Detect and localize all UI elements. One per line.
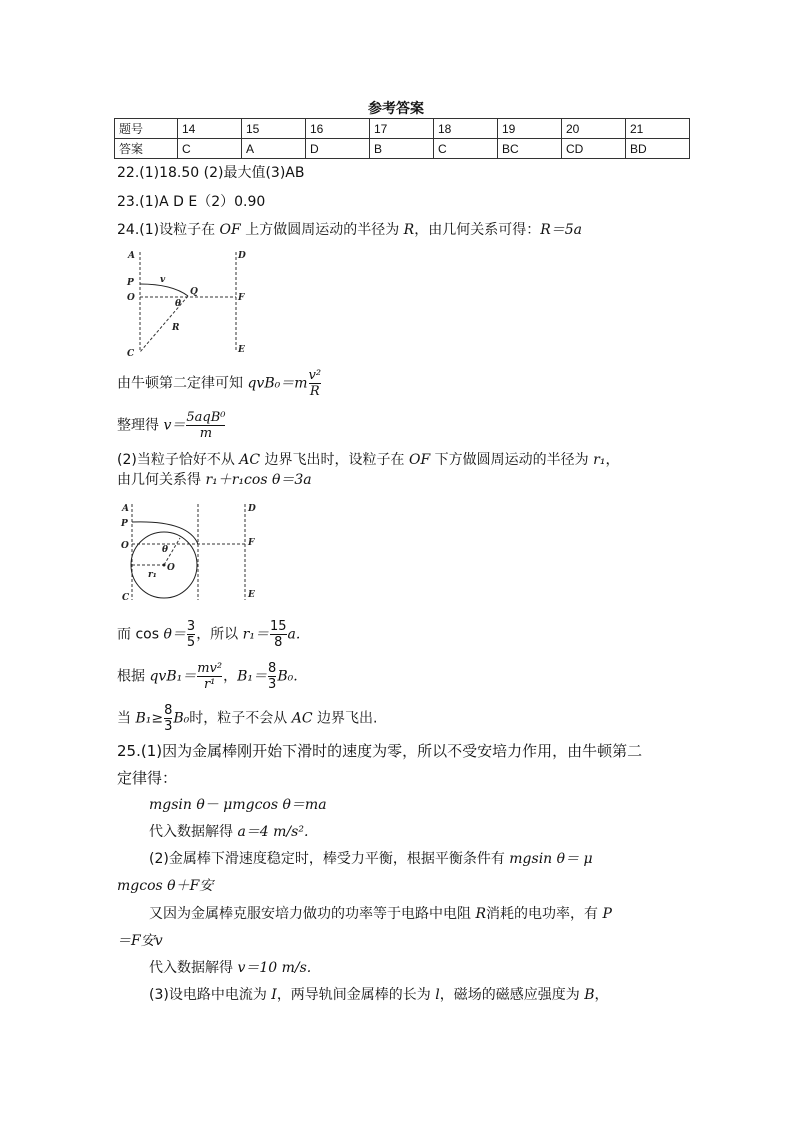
condition-line xyxy=(117,703,377,734)
text-run: 由几何关系得 xyxy=(117,472,206,488)
table-cell: 19 xyxy=(498,119,562,139)
text-run: 边界飞出时，设粒子在 xyxy=(260,452,410,468)
label-v: v xyxy=(160,275,166,285)
fraction xyxy=(186,410,225,441)
part2-line1 xyxy=(117,450,619,470)
label-C: C xyxy=(127,349,135,359)
answer-23: 23.(1)A D E（2）0.90 xyxy=(117,194,266,210)
math-equation: R＝5a xyxy=(540,222,582,238)
part3-text xyxy=(149,904,612,924)
text-run: 而 cos xyxy=(117,626,164,643)
math-equation: r₁＋r₁cos θ＝3a xyxy=(205,472,312,488)
text-run: ， xyxy=(605,452,620,468)
label-A: A xyxy=(128,251,135,261)
label-D: D xyxy=(248,504,256,514)
fraction-numerator: v² xyxy=(308,368,322,383)
fraction-numerator: 3 xyxy=(186,619,196,634)
text-run: ，所以 xyxy=(196,626,243,643)
text-run: 整理得 xyxy=(117,417,164,434)
fraction-denominator: 3 xyxy=(164,719,173,734)
fraction-numerator: 15 xyxy=(269,619,287,634)
label-P: P xyxy=(121,519,128,529)
substitution-2 xyxy=(149,958,311,978)
label-C: C xyxy=(122,593,130,603)
table-cell: BC xyxy=(498,139,562,159)
fraction-denominator: r¹ xyxy=(203,677,216,692)
label-D: D xyxy=(238,251,246,261)
label-F: F xyxy=(238,293,245,303)
page-title: 参考答案 xyxy=(368,101,424,117)
math-equation: mgsin θ＝ μ xyxy=(509,851,593,867)
fraction-numerator: 8 xyxy=(268,661,277,676)
table-cell: C xyxy=(434,139,498,159)
table-cell: 14 xyxy=(178,119,242,139)
label-theta: θ xyxy=(175,299,182,309)
table-cell: 18 xyxy=(434,119,498,139)
label-r1: r₁ xyxy=(148,570,157,580)
fraction xyxy=(187,619,195,650)
label-A: A xyxy=(122,504,129,514)
answer-25-line2: 定律得： xyxy=(117,769,178,787)
table-row-numbers xyxy=(115,119,690,139)
trajectory-arc xyxy=(140,284,188,296)
rearranged-line xyxy=(117,410,226,441)
label-Q: Q xyxy=(190,287,198,297)
substitution-1 xyxy=(149,822,308,842)
text-run: 边界飞出. xyxy=(312,710,378,727)
label-P: P xyxy=(127,278,134,288)
fraction xyxy=(164,703,172,734)
label-E: E xyxy=(248,590,255,600)
fraction-denominator: 8 xyxy=(274,635,283,650)
header-cell: 题号 xyxy=(115,119,178,139)
fraction-numerator: 5aqB⁰ xyxy=(186,410,226,425)
text-run: 又因为金属棒克服安培力做功的功率等于电路中电阻 xyxy=(149,906,476,922)
answer-table xyxy=(114,118,690,159)
math-expr: B₁≥ xyxy=(135,710,164,727)
math-var: R xyxy=(475,906,486,922)
fraction-denominator: 5 xyxy=(186,635,196,650)
table-cell: 20 xyxy=(562,119,626,139)
fraction-numerator: 8 xyxy=(164,703,173,718)
math-equation: v＝10 m/s. xyxy=(237,960,312,976)
table-cell: C xyxy=(178,139,242,159)
text-run: 下方做圆周运动的半径为 xyxy=(430,452,594,468)
newton-law-line xyxy=(117,368,322,399)
math-var: R xyxy=(403,222,415,238)
label-O: O xyxy=(127,293,135,303)
header-cell: 答案 xyxy=(115,139,178,159)
math-var: P xyxy=(602,906,612,922)
math-var: B xyxy=(584,987,595,1003)
text-run: ，磁场的磁感应强度为 xyxy=(439,987,585,1003)
math-expr: θ＝ xyxy=(163,626,186,643)
part3-equation: ＝F安v xyxy=(117,933,163,949)
fraction xyxy=(309,368,322,399)
table-cell: 15 xyxy=(242,119,306,139)
math-expr: qvB₀＝m xyxy=(247,375,308,392)
table-cell: BD xyxy=(626,139,690,159)
math-var: AC xyxy=(291,710,313,727)
label-R: R xyxy=(172,323,180,333)
text-run: 消耗的电功率，有 xyxy=(486,906,603,922)
label-F: F xyxy=(248,538,255,548)
label-E: E xyxy=(238,345,245,355)
math-expr: B₀ xyxy=(173,710,190,727)
part2-line2 xyxy=(117,470,312,490)
label-center: O xyxy=(167,563,175,573)
math-expr: qvB₁＝ xyxy=(149,668,197,685)
table-cell: CD xyxy=(562,139,626,159)
text-run: (3)设电路中电流为 xyxy=(149,987,272,1003)
table-row-answers xyxy=(115,139,690,159)
table-cell: 16 xyxy=(306,119,370,139)
answer-22: 22.(1)18.50 (2)最大值(3)AB xyxy=(117,165,305,181)
text-run: ，两导轨间金属棒的长为 xyxy=(276,987,436,1003)
part4-text xyxy=(149,985,609,1005)
part2-text xyxy=(149,849,593,869)
fraction-denominator: 3 xyxy=(268,677,277,692)
math-equation: a＝4 m/s². xyxy=(237,824,309,840)
math-var: AC xyxy=(239,452,261,468)
fraction xyxy=(268,661,276,692)
equation-1: mgsin θ－ μmgcos θ＝ma xyxy=(149,797,327,813)
text-run: ， xyxy=(594,987,609,1003)
text-run: 代入数据解得 xyxy=(149,824,238,840)
figure-1-diagram xyxy=(122,248,252,360)
according-line xyxy=(117,661,298,692)
text-run: ， xyxy=(223,668,238,685)
math-var: OF xyxy=(409,452,431,468)
table-cell: D xyxy=(306,139,370,159)
text-run: 上方做圆周运动的半径为 xyxy=(240,222,404,238)
math-var: OF xyxy=(219,222,241,238)
table-cell: 21 xyxy=(626,119,690,139)
answer-25-line1: 25.(1)因为金属棒刚开始下滑时的速度为零，所以不受安培力作用，由牛顿第二 xyxy=(117,742,643,760)
fraction xyxy=(197,661,222,692)
math-expr: r₁＝ xyxy=(242,626,269,643)
text-run: ，由几何关系可得： xyxy=(414,222,541,238)
math-expr: B₁＝ xyxy=(237,668,268,685)
text-run: (2)金属棒下滑速度稳定时，棒受力平衡，根据平衡条件有 xyxy=(149,851,510,867)
center-dot xyxy=(163,564,166,567)
cos-line xyxy=(117,619,300,650)
math-var: r₁ xyxy=(593,452,606,468)
fraction xyxy=(270,619,287,650)
table-cell: B xyxy=(370,139,434,159)
text-run: 24.(1)设粒子在 xyxy=(117,222,220,238)
figure-2-diagram xyxy=(118,500,268,604)
table-cell: 17 xyxy=(370,119,434,139)
math-expr: v＝ xyxy=(163,417,186,434)
text-run: 时，粒子不会从 xyxy=(189,710,292,727)
text-run: 当 xyxy=(117,710,136,727)
table-cell: A xyxy=(242,139,306,159)
text-run: 由牛顿第二定律可知 xyxy=(117,375,248,392)
answer-24-line1 xyxy=(117,220,582,240)
math-expr: B₀. xyxy=(277,668,298,685)
label-theta: θ xyxy=(162,545,169,555)
text-run: 代入数据解得 xyxy=(149,960,238,976)
fraction-denominator: m xyxy=(199,426,213,441)
math-expr: a. xyxy=(287,626,301,643)
fraction-denominator: R xyxy=(309,384,320,399)
math-var: I xyxy=(271,987,277,1003)
text-run: (2)当粒子恰好不从 xyxy=(117,452,240,468)
label-O: O xyxy=(121,541,129,551)
math-var: l xyxy=(435,987,440,1003)
part2-equation: mgcos θ＋F安 xyxy=(117,878,214,894)
text-run: 根据 xyxy=(117,668,150,685)
fraction-numerator: mv² xyxy=(197,661,223,676)
